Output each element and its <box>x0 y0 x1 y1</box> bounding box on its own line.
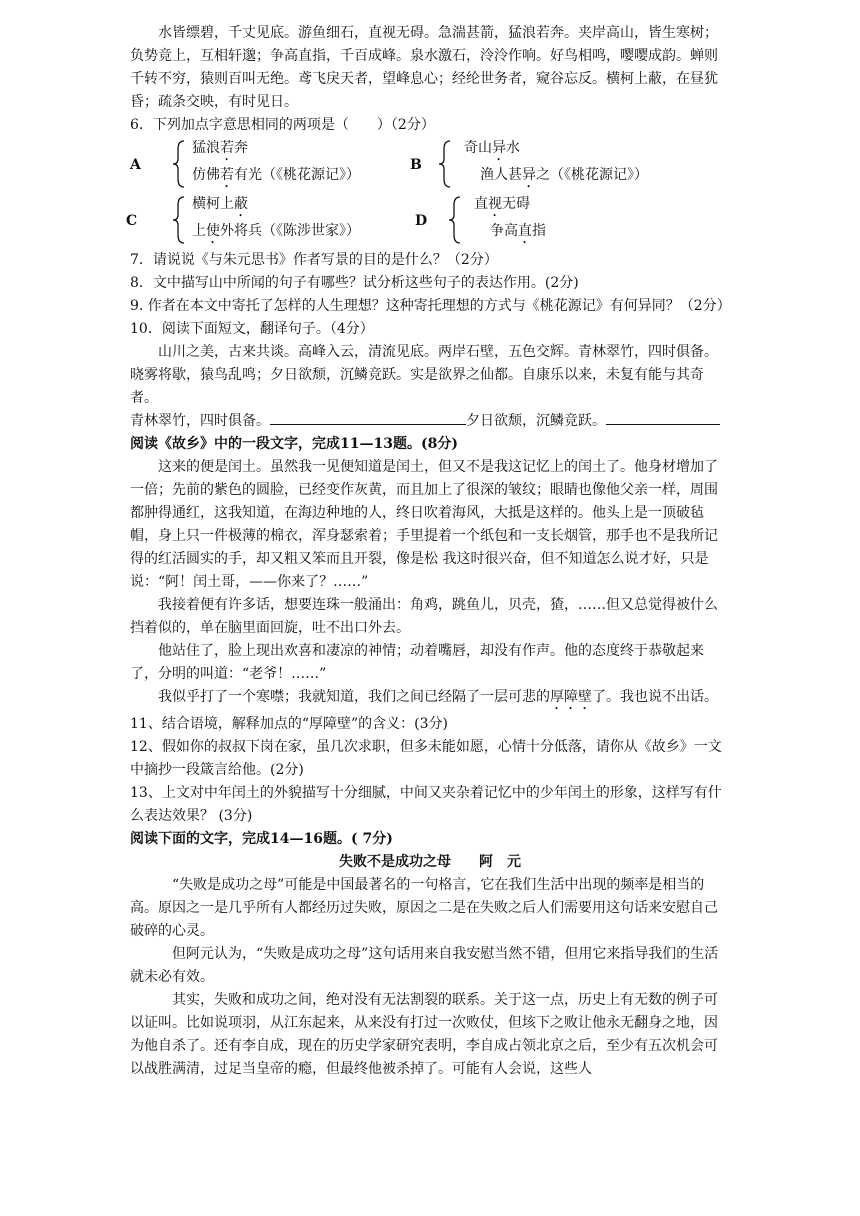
answer-blank-b[interactable] <box>606 410 720 425</box>
option-d-letter: D <box>415 213 428 229</box>
option-c-line1: 横柯上蔽 <box>192 196 248 212</box>
section-heading-guxiang: 阅读《故乡》中的一段文字，完成11—13题。(8分) <box>130 436 458 452</box>
guxiang-paragraph-3: 他站住了，脸上现出欢喜和凄凉的神情；动着嘴唇，却没有作声。他的态度终于恭敬起来了，分明的叫道：“老爷！……” <box>130 643 704 682</box>
dotted-term: 厚障壁 <box>550 689 592 705</box>
brace-icon <box>438 139 452 189</box>
article-paragraph-3: 其实，失败和成功之间，绝对没有无法割裂的联系。关于这一点，历史上有无数的例子可以证叫。比如说项羽，从江东起来，从来没有打过一次败仗，但垓下之败让他永无翻身之地，因为他自杀了。还有李自成，现在的历史学家研究表明，李自成占领北京之后，至少有五次机会可以战胜满清，过足当皇帝的瘾，但最终他被杀掉了。可能有人会说，这些人 <box>130 992 718 1077</box>
translate-sentence-b: 夕日欲颓，沉鳞竞跃。 <box>466 413 606 429</box>
guxiang-paragraph-2: 我接着便有许多话，想要连珠一般涌出：角鸡，跳鱼儿，贝壳，猹，……但又总觉得被什么挡着似的，单在脑里面回旋，吐不出口外去。 <box>130 597 718 636</box>
exam-page <box>126 22 731 1081</box>
question-11: 11、结合语境，解释加点的“厚障壁”的含义：(3分) <box>130 716 448 732</box>
guxiang-paragraph-1: 这来的便是闰土。虽然我一见便知道是闰土，但又不是我这记忆上的闰土了。他身材增加了一倍；先前的紫色的圆脸，已经变作灰黄，而且加上了很深的皱纹；眼睛也像他父亲一样，周围都肿得通红，这我知道，在海边种地的人，终日吹着海风，大抵是这样的。他头上是一顶破毡帽，身上只一件极薄的棉衣，浑身瑟索着；手里提着一个纸包和一支长烟管，那手也不是我所记得的红活圆实的手，却又粗又笨而且开裂，像是松 我这时很兴奋，但不知道怎么说才好，只是说：“阿！闰土哥，——你来了？……” <box>130 459 718 590</box>
article-title: 失败不是成功之母 阿 元 <box>339 854 521 870</box>
option-a-line1: 猛浪若奔 <box>192 140 248 156</box>
article-paragraph-1: “失败是成功之母”可能是中国最著名的一句格言，它在我们生活中出现的频率是相当的高。原因之一是几乎所有人都经历过失败，原因之二是在失败之后人们需要用这句话来安慰自己破碎的心灵。 <box>130 877 718 939</box>
guxiang-paragraph-4: 我似乎打了一个寒噤；我就知道，我们之间已经隔了一层可悲的厚障壁了。我也说不出话。 <box>158 689 718 705</box>
option-d-line1: 直视无碍 <box>474 196 530 212</box>
question-7: 7．请说说《与朱元思书》作者写景的目的是什么？（2分） <box>130 252 498 268</box>
option-c-line2: 上使外将兵（《陈涉世家》） <box>192 223 360 239</box>
option-b-line2: 渔人甚异之（《桃花源记》） <box>480 167 648 183</box>
section-heading-article: 阅读下面的文字，完成14—16题。( 7分) <box>130 831 393 847</box>
question-13: 13、上文对中年闰土的外貌描写十分细腻，中间又夹杂着记忆中的少年闰土的形象，这样写有什么表达效果？ (3分) <box>130 785 722 824</box>
options-row-ab <box>130 137 730 193</box>
option-d-line2: 争高直指 <box>490 223 546 239</box>
question-8: 8．文中描写山中所闻的句子有哪些？试分析这些句子的表达作用。(2分) <box>130 275 579 291</box>
option-b-line1: 奇山异水 <box>464 140 520 156</box>
brace-icon <box>172 139 186 189</box>
translation-line <box>130 410 730 433</box>
answer-blank-a[interactable] <box>270 410 466 425</box>
option-a-letter: A <box>130 157 141 173</box>
option-c-letter: C <box>126 213 138 229</box>
option-b-letter: B <box>410 157 422 173</box>
options-row-cd <box>126 193 730 249</box>
question-12: 12、假如你的叔叔下岗在家，虽几次求职，但多未能如愿，心情十分低落，请你从《故乡》一文中摘抄一段箴言给他。(2分) <box>130 739 722 778</box>
brace-icon <box>172 195 186 245</box>
option-a-line2: 仿佛若有光（《桃花源记》） <box>192 167 360 183</box>
passage-da-xie-zhong-shu: 山川之美，古来共谈。高峰入云，清流见底。两岸石壁，五色交辉。青林翠竹，四时俱备。晓雾将歇，猿鸟乱鸣；夕日欲颓，沉鳞竞跃。实是欲界之仙都。自康乐以来，未复有能与其奇者。 <box>130 344 718 406</box>
question-10: 10．阅读下面短文，翻译句子。（4分） <box>130 321 374 337</box>
question-6: 6．下列加点字意思相同的两项是（ ）（2分） <box>130 117 435 133</box>
question-9: 9. 作者在本文中寄托了怎样的人生理想？这种寄托理想的方式与《桃花源记》有何异同？（2分） <box>130 298 731 314</box>
brace-icon <box>448 195 462 245</box>
article-paragraph-2: 但阿元认为，“失败是成功之母”这句话用来自我安慰当然不错，但用它来指导我们的生活就未必有效。 <box>130 946 719 985</box>
translate-sentence-a: 青林翠竹，四时俱备。 <box>130 413 270 429</box>
passage-yu-zhu-yuansi-shu: 水皆缥碧，千丈见底。游鱼细石，直视无碍。急湍甚箭，猛浪若奔。夹岸高山，皆生寒树；负势竞上，互相轩邈；争高直指，千百成峰。泉水激石，泠泠作响。好鸟相鸣，嘤嘤成韵。蝉则千转不穷，猿则百叫无绝。鸢飞戾天者，望峰息心；经纶世务者，窥谷忘反。横柯上蔽，在昼犹昏；疏条交映，有时见日。 <box>130 25 718 110</box>
